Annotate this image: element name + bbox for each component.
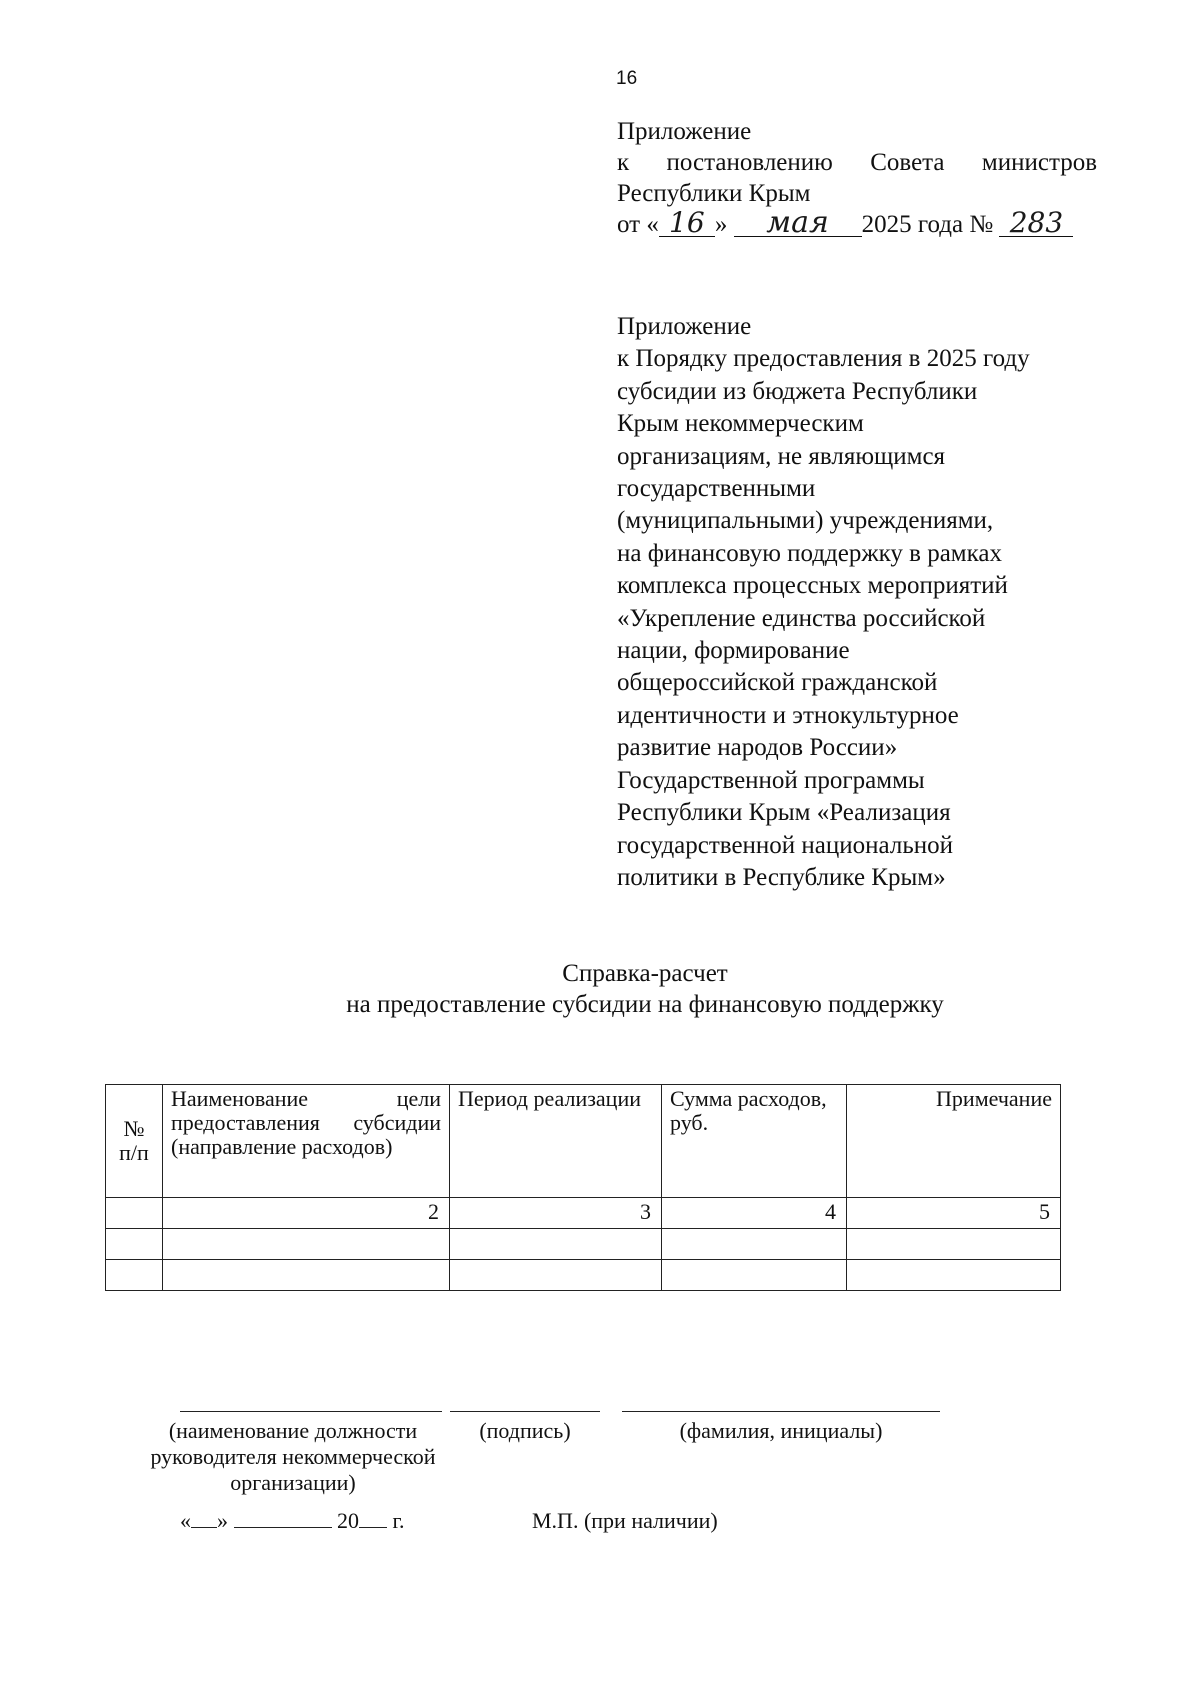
year-prefix: 20	[337, 1508, 359, 1533]
signature-caption: (подпись)	[479, 1418, 571, 1443]
table-cell	[662, 1229, 847, 1260]
appendix-order-line: нации, формирование	[617, 637, 850, 665]
appendix-order-line: Крым некоммерческим	[617, 410, 864, 438]
month-blank	[234, 1509, 332, 1528]
appendix-order-line: субсидии из бюджета Республики	[617, 377, 978, 405]
table-cell	[106, 1260, 163, 1291]
column-number-cell: 3	[450, 1198, 662, 1229]
appendix-order-line: Республики Крым «Реализация	[617, 799, 951, 827]
table-cell	[106, 1229, 163, 1260]
position-signature-line	[180, 1411, 442, 1412]
table-cell	[847, 1229, 1061, 1260]
header-amount: Сумма расходов, руб.	[662, 1085, 847, 1198]
appendix-title: Приложение	[617, 118, 752, 145]
document-title-line2: на предоставление субсидии на финансовую поддержку	[346, 991, 944, 1018]
handwritten-resolution-number: 283	[999, 210, 1073, 237]
table-header-row	[106, 1085, 1061, 1198]
table-column-numbers-row	[106, 1198, 1061, 1229]
appendix-resolution-block	[617, 116, 1097, 240]
resolution-date-line	[617, 205, 1097, 240]
appendix-order-line: «Укрепление единства российской	[617, 604, 986, 632]
date-year-text: 2025 года №	[861, 211, 994, 238]
table-row	[106, 1260, 1061, 1291]
handwritten-day: 16	[659, 210, 715, 237]
column-number-cell: 4	[662, 1198, 847, 1229]
date-prefix: от «	[617, 211, 659, 238]
appendix-order-line: идентичности и этнокультурное	[617, 701, 959, 729]
signature-date	[180, 1508, 405, 1534]
header-period: Период реализации	[450, 1085, 662, 1198]
calculation-table	[105, 1084, 1061, 1291]
appendix-order-line: общероссийской гражданской	[617, 669, 938, 697]
appendix-resolution-line: к постановлению Совета министров	[617, 149, 1097, 176]
year-blank	[359, 1509, 387, 1528]
appendix-order-line: Государственной программы	[617, 766, 925, 794]
appendix-order-line: комплекса процессных мероприятий	[617, 572, 1008, 600]
table-cell	[163, 1260, 450, 1291]
header-purpose: Наименование цели предоставления субсидии (направление расходов)	[163, 1085, 450, 1198]
table-cell	[450, 1260, 662, 1291]
appendix-order-line: государственной национальной	[617, 831, 953, 859]
name-signature-line	[622, 1411, 940, 1412]
appendix-order-line: к Порядку предоставления в 2025 году	[617, 345, 1030, 373]
column-number-cell	[106, 1198, 163, 1229]
name-caption: (фамилия, инициалы)	[679, 1418, 883, 1443]
table-cell	[847, 1260, 1061, 1291]
date-quote-close-bottom: »	[217, 1508, 228, 1533]
stamp-note: М.П. (при наличии)	[532, 1508, 718, 1533]
appendix-order-line: развитие народов России»	[617, 734, 898, 762]
date-quote-close: »	[714, 211, 728, 238]
page-number: 16	[616, 68, 638, 89]
year-suffix: г.	[392, 1508, 405, 1533]
appendix-order-line: на финансовую поддержку в рамках	[617, 539, 1002, 567]
appendix-republic-line: Республики Крым	[617, 180, 811, 207]
column-number-cell: 5	[847, 1198, 1061, 1229]
document-title	[0, 958, 1200, 1020]
appendix-order-line: организациям, не являющимся	[617, 442, 946, 470]
signature-line	[450, 1411, 600, 1412]
appendix-order-block	[617, 311, 1087, 894]
appendix-order-line: государственными	[617, 475, 816, 503]
appendix-order-title: Приложение	[617, 313, 752, 340]
position-caption: (наименование должности руководителя некоммерческой организации)	[150, 1418, 436, 1495]
table-cell	[450, 1229, 662, 1260]
handwritten-month: мая	[734, 210, 862, 237]
table-cell	[163, 1229, 450, 1260]
document-title-line1: Справка-расчет	[562, 960, 728, 987]
table-row	[106, 1229, 1061, 1260]
header-note: Примечание	[847, 1085, 1061, 1198]
header-number: № п/п	[106, 1085, 163, 1198]
day-blank	[191, 1509, 217, 1528]
column-number-cell: 2	[163, 1198, 450, 1229]
date-quote-open: «	[180, 1508, 191, 1533]
table-cell	[662, 1260, 847, 1291]
appendix-order-line: (муниципальными) учреждениями,	[617, 507, 994, 535]
appendix-order-line: политики в Республике Крым»	[617, 863, 946, 891]
